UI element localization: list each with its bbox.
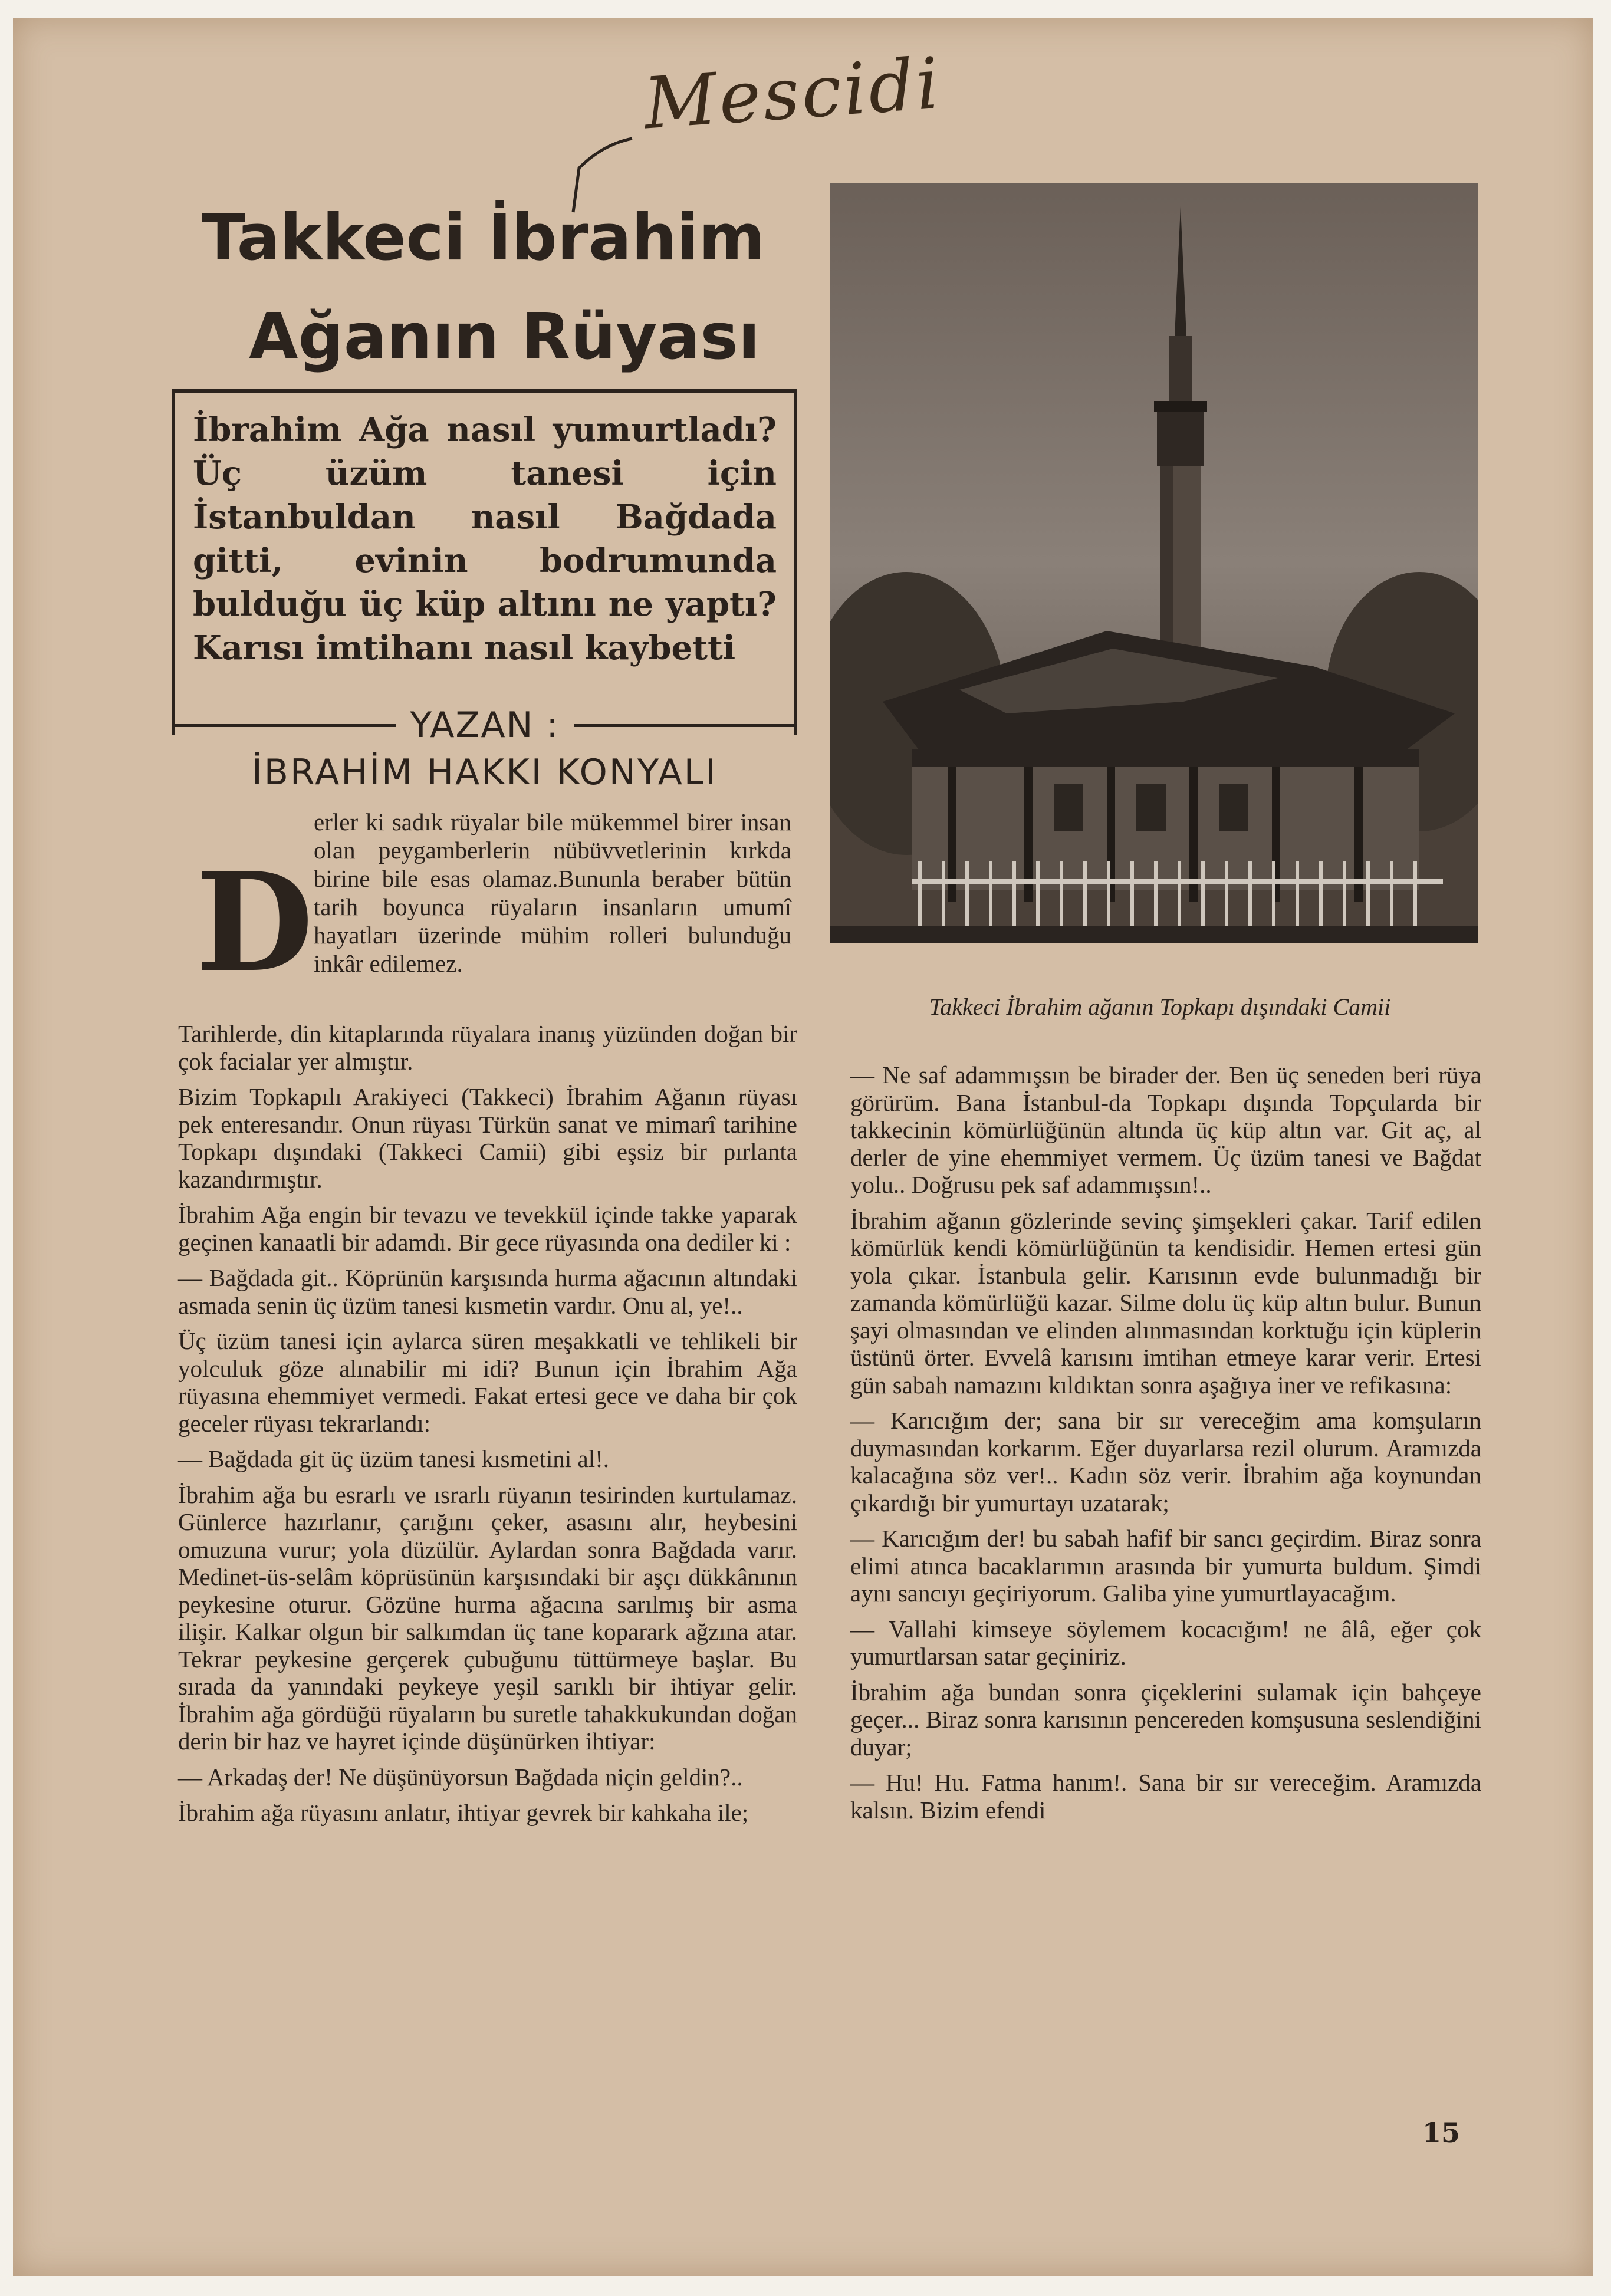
author-name: İBRAHİM HAKKI KONYALI	[252, 752, 718, 793]
article-summary: İbrahim Ağa nasıl yumurtladı?Üç üzüm tanesi için İstanbuldan nasıl Bağdada gitti, evinin bodrumunda bulduğu üç küp altını ne yaptı? Karısı imtihanı nasıl kaybetti	[193, 410, 777, 667]
handwritten-annotation: Mescidi	[641, 42, 944, 146]
paragraph: Tarihlerde, din kitaplarında rüyalara inanış yüzünden doğan bir çok facialar yer almıştır.	[178, 1020, 797, 1075]
summary-box	[172, 389, 797, 735]
paragraph: Bizim Topkapılı Arakiyeci (Takkeci) İbrahim Ağanın rüyası pek enteresandır. Onun rüyası Türkün sanat ve mimarî tarihine Topkapı dışındaki (Takkeci Camii) gibi eşsiz bir pırlanta kazandırmıştır.	[178, 1083, 797, 1193]
paragraph: İbrahim ağa bundan sonra çiçeklerini sulamak için bahçeye geçer... Biraz sonra karısının pencereden komşusuna seslendiğini duyar;	[850, 1678, 1481, 1761]
byline-rule-right	[574, 724, 797, 727]
drop-cap: D	[196, 843, 314, 1002]
paragraph: İbrahim Ağa engin bir tevazu ve tevekkül içinde takke yaparak geçinen kanaatli bir adamdı. Bir gece rüyasında ona dediler ki :	[178, 1201, 797, 1256]
paragraph: Üç üzüm tanesi için aylarca süren meşakkatli ve tehlikeli bir yolculuk göze alınabilir mi idi? Bunun için İbrahim Ağa rüyasına ehemmiyet vermedi. Fakat ertesi gece ve daha bir çok geceler rüyası tekrarlandı:	[178, 1327, 797, 1437]
title-line-2: Ağanın Rüyası	[249, 300, 760, 374]
paragraph: İbrahim ağanın gözlerinde sevinç şimşekleri çakar. Tarif edilen kömürlük kendi kömürlüğünün ta kendisidir. Hemen ertesi gün yola çıkar. İstanbula gelir. Karısının evde bulunmadığı bir zamanda kömürlüğü kazar. Silme dolu üç küp altın bulur. Bunun şayi olmasından ve elinden alınmasından korktuğu için küplerin üstünü örter. Evvelâ karısını imtihan etmeye karar verir. Ertesi gün sabah namazını kıldıktan sonra aşağıya iner ve refikasına:	[850, 1206, 1481, 1399]
paragraph: — Bağdada git üç üzüm tanesi kısmetini al!.	[178, 1445, 609, 1472]
paragraph: — Hu! Hu. Fatma hanım!. Sana bir sır vereceğim. Aramızda kalsın. Bizim efendi	[850, 1769, 1481, 1824]
paragraph: — Arkadaş der! Ne düşünüyorsun Bağdada niçin geldin?..	[178, 1763, 743, 1791]
photo-caption: Takkeci İbrahim ağanın Topkapı dışındaki Camii	[929, 994, 1391, 1020]
page-number: 15	[1422, 2117, 1461, 2149]
paragraph: — Karıcığım der; sana bir sır vereceğim ama komşuların duymasından korkarım. Eğer duyarlarsa rezil olurum. Aramızda kalacağına söz ver!.. Kadın söz verir. İbrahim ağa koynundan çıkardığı bir yumurtayı uzatarak;	[850, 1407, 1481, 1517]
paragraph: — Karıcığım der! bu sabah hafif bir sancı geçirdim. Biraz sonra elimi atınca bacaklarımın arasında bir yumurta buldum. Şimdi aynı sancıyı geçiriyorum. Galiba yine yumurtlayacağım.	[850, 1525, 1481, 1607]
left-text-column	[178, 1020, 797, 1835]
paragraph: İbrahim ağa bu esrarlı ve ısrarlı rüyanın tesirinden kurtulamaz. Günlerce hazırlanır, çarığını çeker, asasını alır, heybesini omuzuna vurur; yola düzülür. Aylardan sonra Bağdada varır. Medinet-üs-selâm köprüsünün karşısındaki bir aşçı dükkânının peykesine oturur. Gözüne hurma ağacına sarılmış bir asma ilişir. Kalkar olgun bir salkımdan üç tane koparark ağzına atar. Tekrar peykesine gerçerek çubuğunu tüttürmeye başlar. Bu sırada da yanındaki peykeye yeşil sarıklı bir ihtiyar gelir. İbrahim ağa gördüğü rüyaların bu suretle tahakkukundan doğan derin bir haz ve hayret içinde düşünürken ihtiyar:	[178, 1481, 797, 1755]
byline-rule-left	[172, 724, 396, 727]
paragraph: — Ne saf adammışsın be birader der. Ben üç seneden beri rüya görürüm. Bana İstanbul-da Topkapı dışında Topçularda bir takkecinin kömürlüğünün altında üç küp altın var. Git aç, al derler de yine ehemmiyet vermem. Üç üzüm tanesi ve Bağdat yolu.. Doğrusu pek saf adammışsın!..	[850, 1061, 1481, 1198]
magazine-page	[13, 18, 1593, 2276]
mosque-photo-illustration	[830, 183, 1478, 943]
byline-row	[172, 702, 797, 749]
paragraph: İbrahim ağa rüyasını anlatır, ihtiyar gevrek bir kahkaha ile;	[178, 1799, 749, 1826]
title-line-1: Takkeci İbrahim	[202, 201, 765, 275]
article-title	[202, 189, 850, 387]
right-text-column	[850, 1061, 1481, 1832]
mosque-photo	[830, 183, 1478, 943]
paragraph: — Bağdada git.. Köprünün karşısında hurma ağacının altındaki asmada senin üç üzüm tanesi kısmetin vardır. Onu al, ye!..	[178, 1264, 797, 1319]
paragraph: — Vallahi kimseye söylemem kocacığım! ne âlâ, eğer çok yumurtlarsan satar geçiniriz.	[850, 1615, 1481, 1670]
intro-paragraph: erler ki sadık rüyalar bile mükemmel birer insan olan peygamberlerin nübüvvetlerinin kırkda birine bile esas olamaz.Bununla beraber bütün tarih boyunca rüyaların insanların umumî hayatları üzerinde mühim rolleri bulunduğu inkâr edilemez.	[314, 808, 791, 977]
byline-label: YAZAN :	[410, 705, 560, 746]
